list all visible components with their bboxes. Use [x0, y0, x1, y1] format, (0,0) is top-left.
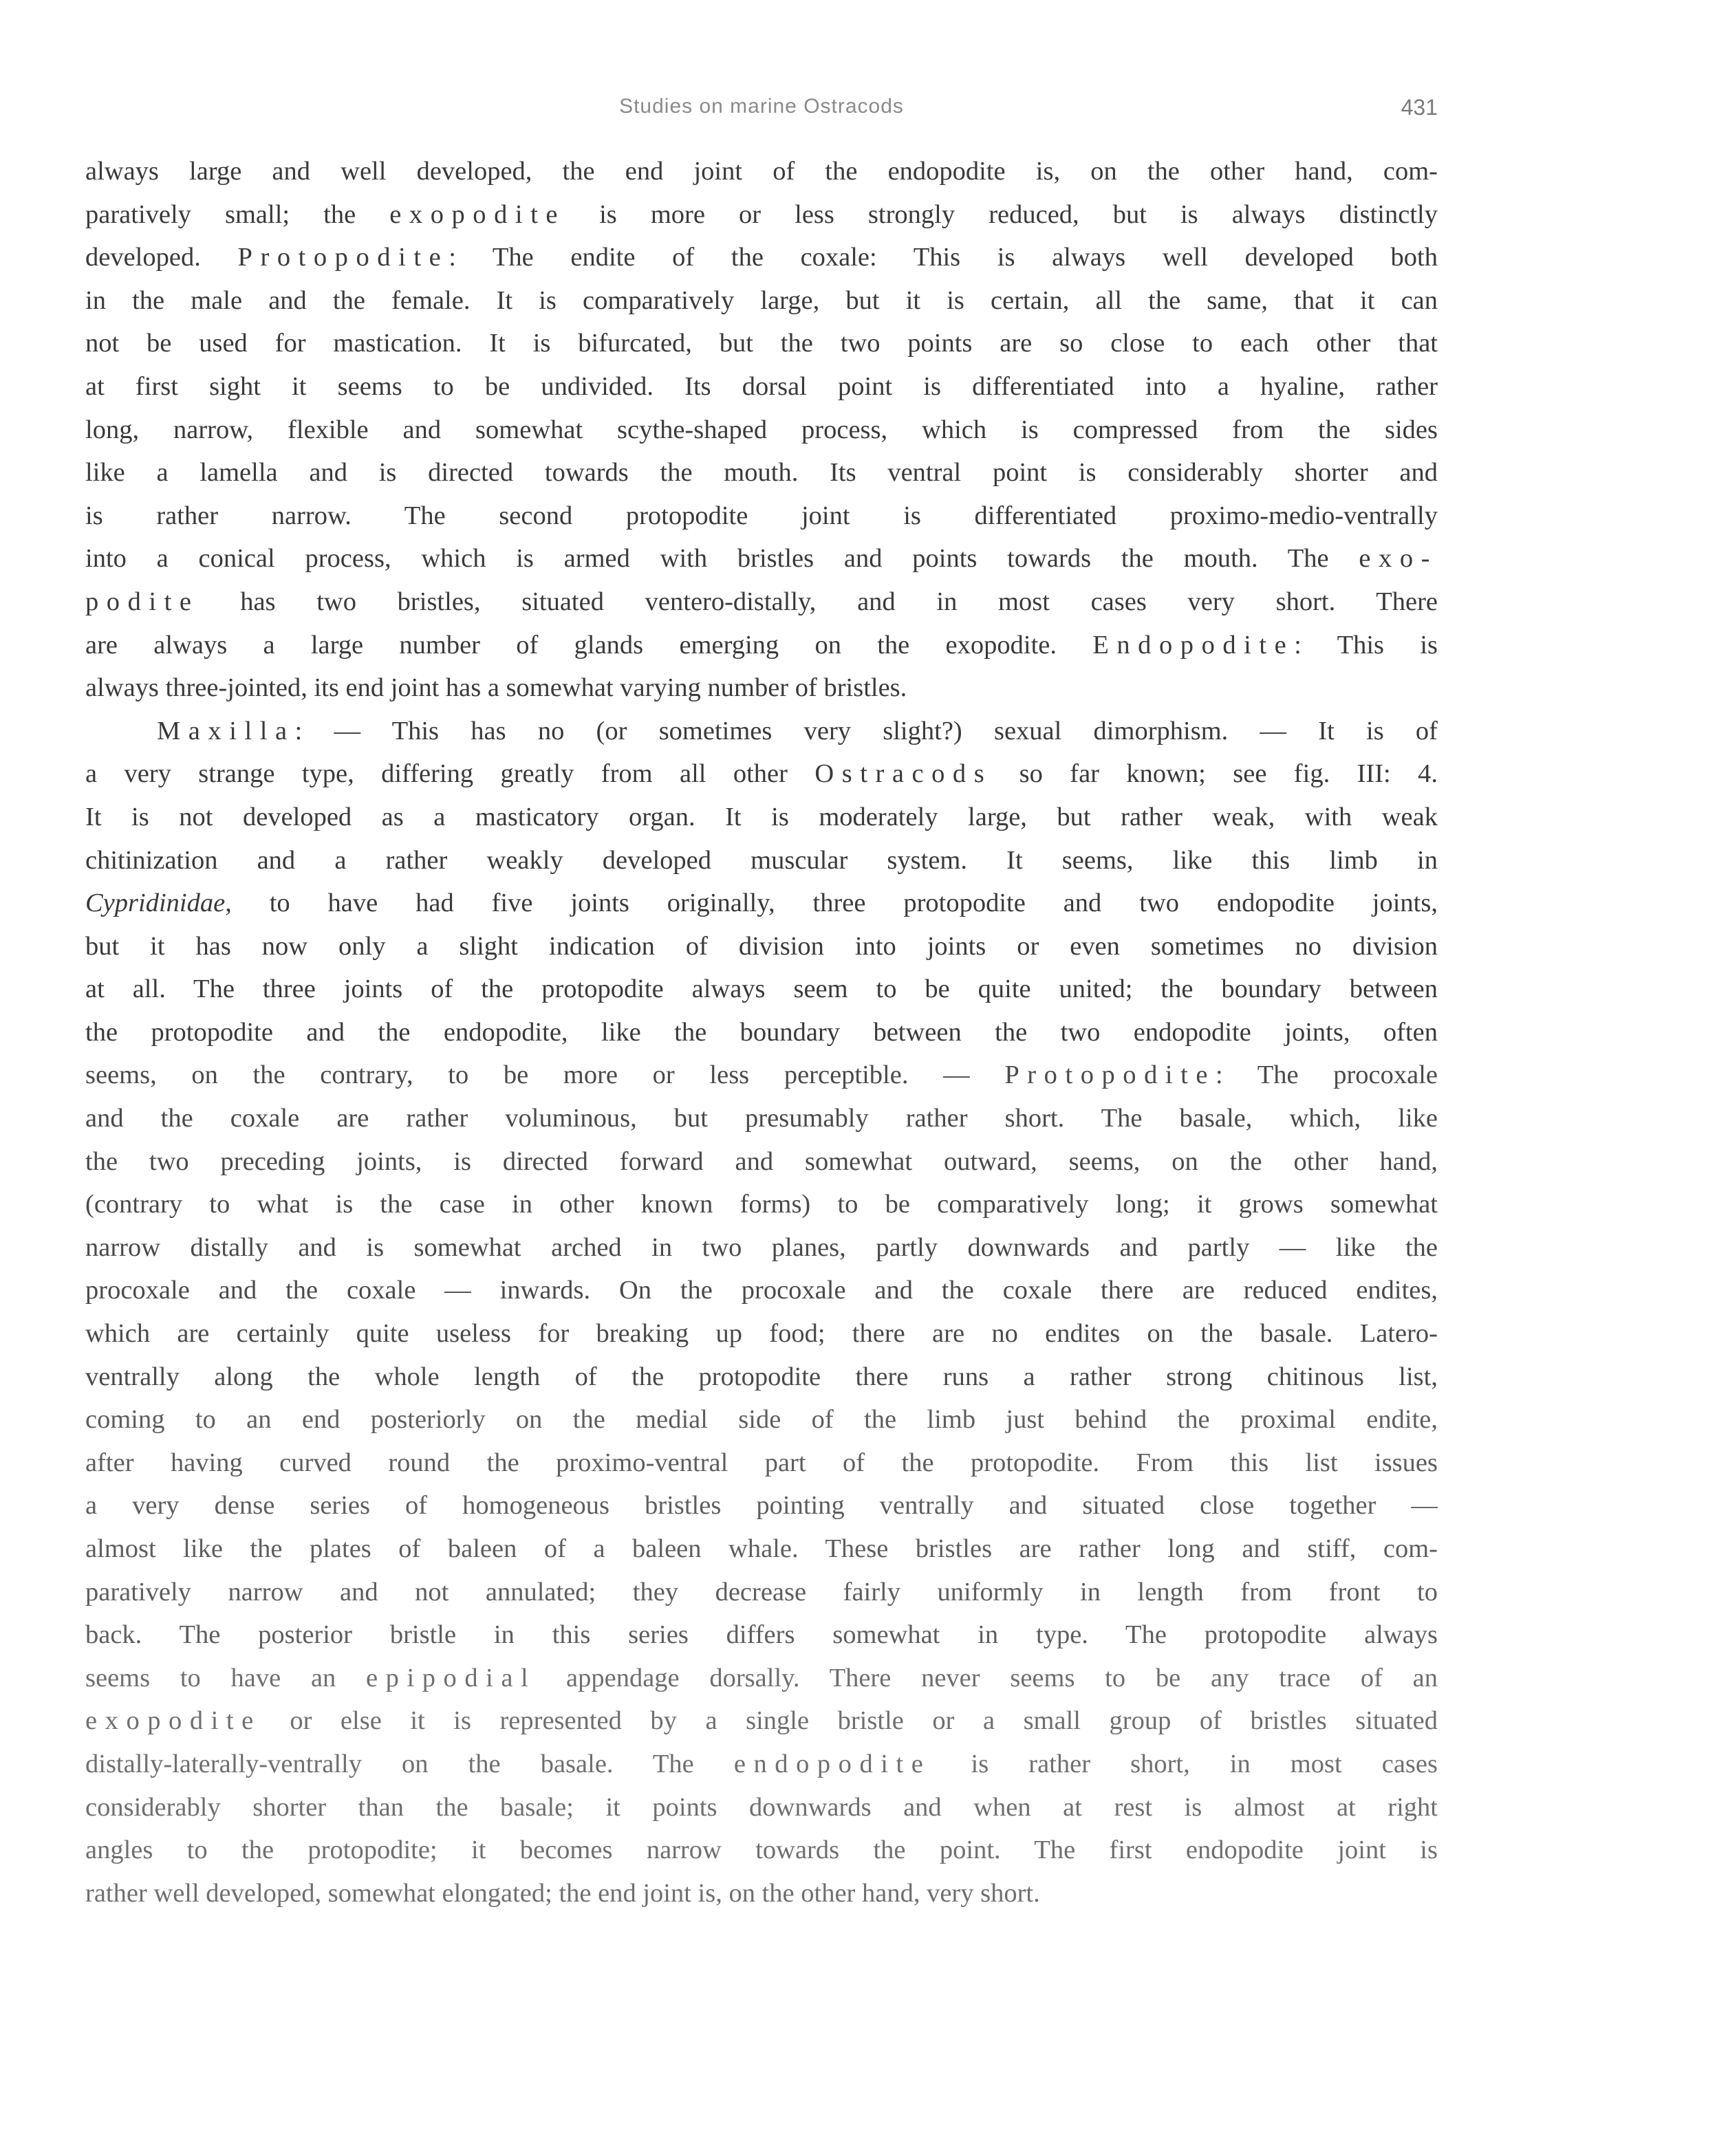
- text-line: [85, 494, 1438, 538]
- spaced-term: epipodial: [366, 1663, 537, 1692]
- text-line: [85, 666, 1438, 710]
- text-run: : — This has no (or sometimes very slight?) sexual dimorphism. — It is of: [294, 716, 1438, 745]
- text-run: : The procoxale: [1216, 1060, 1438, 1090]
- text-run: seems, on the contrary, to be more or less perceptible. —: [85, 1060, 1005, 1090]
- text-line: [85, 1613, 1438, 1657]
- text-run: paratively small; the: [85, 199, 390, 229]
- text-run: into a conical process, which is armed with bristles and points towards the mouth. The: [85, 544, 1359, 574]
- text-line: [85, 322, 1438, 365]
- spaced-term: Maxilla: [157, 716, 295, 745]
- spaced-term: Endopodite: [1092, 630, 1295, 660]
- body-text: [85, 150, 1438, 1915]
- text-line: [85, 537, 1438, 580]
- text-run: the two preceding joints, is directed forward and somewhat outward, seems, on the other hand,: [85, 1146, 1438, 1176]
- running-head: [85, 95, 1438, 128]
- text-run: : This is: [1294, 630, 1438, 660]
- text-run: paratively narrow and not annulated; they decrease fairly uniformly in length from front to: [85, 1577, 1438, 1607]
- text-run: always large and well developed, the end joint of the endopodite is, on the other hand, com-: [85, 157, 1438, 186]
- text-run: which are certainly quite useless for breaking up food; there are no endites on the basale. Latero-: [85, 1319, 1438, 1349]
- text-run: back. The posterior bristle in this series differs somewhat in type. The protopodite always: [85, 1620, 1438, 1650]
- text-run: always three-jointed, its end joint has a somewhat varying number of bristles.: [85, 673, 907, 703]
- text-line: [85, 1484, 1438, 1527]
- text-line: [85, 1829, 1438, 1872]
- text-run: considerably shorter than the basale; it points downwards and when at rest is almost at right: [85, 1792, 1438, 1822]
- text-run: developed.: [85, 243, 238, 272]
- text-run: or else it is represented by a single bristle or a small group of bristles situated: [261, 1706, 1438, 1736]
- text-line: [85, 1657, 1438, 1700]
- text-run: but it has now only a slight indication of division into joints or even sometimes no division: [85, 931, 1438, 961]
- text-line: [85, 365, 1438, 409]
- text-run: long, narrow, flexible and somewhat scythe-shaped process, which is compressed from the sides: [85, 415, 1438, 444]
- text-run: in the male and the female. It is comparatively large, but it is certain, all the same, that it can: [85, 285, 1438, 315]
- text-line: [85, 1743, 1438, 1786]
- text-line: [85, 1786, 1438, 1829]
- text-line: [85, 1312, 1438, 1355]
- text-line: [85, 1183, 1438, 1226]
- text-line: [85, 1269, 1438, 1312]
- text-run: , to have had five joints originally, three protopodite and two endopodite joints,: [225, 889, 1438, 918]
- text-line: [85, 925, 1438, 968]
- text-run: (contrary to what is the case in other known forms) to be comparatively long; it grows somewhat: [85, 1190, 1438, 1219]
- text-run: rather well developed, somewhat elongated; the end joint is, on the other hand, very short.: [85, 1878, 1040, 1908]
- text-line: [85, 1355, 1438, 1399]
- text-run: is rather short, in most cases: [931, 1749, 1438, 1778]
- text-run: and the coxale are rather voluminous, but presumably rather short. The basale, which, like: [85, 1104, 1438, 1133]
- text-run: seems to have an: [85, 1663, 367, 1692]
- text-line: [85, 1872, 1438, 1915]
- text-line: [85, 279, 1438, 323]
- text-run: so far known; see fig. III: 4.: [992, 759, 1438, 789]
- text-run: the protopodite and the endopodite, like the boundary between the two endopodite joints, often: [85, 1017, 1438, 1047]
- text-line: [85, 624, 1438, 667]
- text-line: [85, 1054, 1438, 1097]
- text-line: [85, 752, 1438, 796]
- text-run: appendage dorsally. There never seems to be any trace of an: [536, 1663, 1438, 1692]
- text-line: [85, 796, 1438, 839]
- text-run: ventrally along the whole length of the protopodite there runs a rather strong chitinous list,: [85, 1362, 1438, 1391]
- text-line: [85, 1571, 1438, 1614]
- text-line: [85, 580, 1438, 624]
- text-line: [85, 236, 1438, 279]
- text-line: [85, 451, 1438, 494]
- text-line: [85, 1527, 1438, 1571]
- text-line: [85, 193, 1438, 237]
- text-run: has two bristles, situated ventero-distally, and in most cases very short. There: [199, 587, 1438, 616]
- spaced-term: podite: [85, 587, 199, 616]
- text-run: narrow distally and is somewhat arched in two planes, partly downwards and partly — like the: [85, 1232, 1438, 1262]
- text-run: angles to the protopodite; it becomes narrow towards the point. The first endopodite joint is: [85, 1836, 1438, 1865]
- text-run: distally-laterally-ventrally on the basale. The: [85, 1749, 734, 1778]
- text-line: [85, 1140, 1438, 1184]
- text-line: [85, 1226, 1438, 1270]
- text-run: are always a large number of glands emerging on the exopodite.: [85, 630, 1093, 660]
- spaced-term: exopodite: [85, 1706, 261, 1736]
- text-run: : The endite of the coxale: This is always well developed both: [449, 243, 1438, 272]
- text-run: It is not developed as a masticatory organ. It is moderately large, but rather weak, with weak: [85, 802, 1438, 831]
- spaced-term: exo-: [1359, 544, 1438, 574]
- italic-term: Cypridinidae: [85, 889, 226, 918]
- text-run: not be used for mastication. It is bifurcated, but the two points are so close to each other that: [85, 329, 1438, 358]
- text-run: after having curved round the proximo-ventral part of the protopodite. From this list issues: [85, 1448, 1438, 1477]
- spaced-term: Protopodite: [237, 243, 449, 272]
- text-line: [85, 409, 1438, 452]
- text-run: coming to an end posteriorly on the medial side of the limb just behind the proximal endite,: [85, 1405, 1438, 1435]
- text-run: chitinization and a rather weakly developed muscular system. It seems, like this limb in: [85, 845, 1438, 875]
- spaced-term: Ostracods: [814, 759, 993, 789]
- text-line: [85, 1699, 1438, 1743]
- spaced-term: endopodite: [733, 1749, 931, 1778]
- text-run: procoxale and the coxale — inwards. On the procoxale and the coxale there are reduced endites,: [85, 1276, 1438, 1305]
- text-line: [85, 1441, 1438, 1485]
- text-line: [85, 882, 1438, 925]
- text-run: like a lamella and is directed towards the mouth. Its ventral point is considerably shorter and: [85, 458, 1438, 488]
- text-run: is rather narrow. The second protopodite joint is differentiated proximo-medio-ventrally: [85, 501, 1438, 530]
- text-line: [85, 1398, 1438, 1441]
- text-line: [85, 710, 1438, 753]
- text-run: at first sight it seems to be undivided. Its dorsal point is differentiated into a hyaline, rather: [85, 371, 1438, 401]
- text-line: [85, 1097, 1438, 1140]
- text-run: is more or less strongly reduced, but is always distinctly: [565, 199, 1438, 229]
- text-run: a very strange type, differing greatly from all other: [85, 759, 815, 789]
- text-run: a very dense series of homogeneous bristles pointing ventrally and situated close together —: [85, 1491, 1438, 1521]
- text-line: [85, 968, 1438, 1011]
- spaced-term: Protopodite: [1004, 1060, 1216, 1090]
- spaced-term: exopodite: [389, 199, 566, 229]
- page-number: 431: [1401, 95, 1438, 120]
- text-line: [85, 1011, 1438, 1054]
- text-run: at all. The three joints of the protopodite always seem to be quite united; the boundary between: [85, 974, 1438, 1004]
- running-title: Studies on marine Ostracods: [619, 95, 904, 118]
- text-line: [85, 839, 1438, 882]
- text-run: almost like the plates of baleen of a baleen whale. These bristles are rather long and stiff, com-: [85, 1534, 1438, 1563]
- text-line: [85, 150, 1438, 193]
